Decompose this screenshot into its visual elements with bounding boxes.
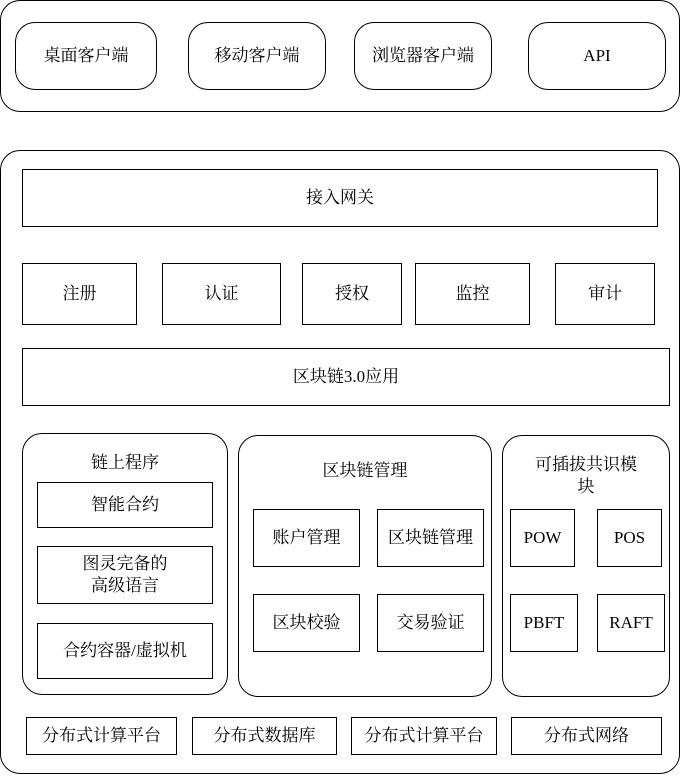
service-audit: 审计 — [555, 263, 655, 325]
distributed-database: 分布式数据库 — [192, 717, 337, 755]
mobile-client: 移动客户端 — [188, 22, 326, 90]
consensus-pow: POW — [510, 509, 575, 567]
turing-complete-language-label: 图灵完备的 高级语言 — [82, 553, 168, 595]
chain-management: 区块链管理 — [377, 509, 484, 567]
api-client: API — [528, 22, 666, 90]
consensus-title: 可插拔共识模 块 — [535, 455, 637, 497]
distributed-computing-platform-1: 分布式计算平台 — [26, 717, 177, 755]
consensus-pos: POS — [597, 509, 662, 567]
blockchain-management-title: 区块链管理 — [322, 461, 408, 480]
service-authorization: 授权 — [302, 263, 402, 325]
contract-container-vm: 合约容器/虚拟机 — [37, 623, 213, 679]
desktop-client: 桌面客户端 — [15, 22, 157, 90]
access-gateway: 接入网关 — [22, 169, 658, 227]
consensus-pbft: PBFT — [510, 594, 578, 652]
distributed-computing-platform-2: 分布式计算平台 — [351, 717, 497, 755]
distributed-network: 分布式网络 — [511, 717, 662, 755]
turing-complete-language — [37, 546, 213, 604]
consensus-raft: RAFT — [597, 594, 665, 652]
smart-contract: 智能合约 — [37, 482, 213, 528]
service-monitoring: 监控 — [415, 263, 530, 325]
browser-client: 浏览器客户端 — [354, 22, 492, 90]
transaction-validation: 交易验证 — [377, 594, 484, 652]
block-validation: 区块校验 — [253, 594, 360, 652]
service-authentication: 认证 — [162, 263, 281, 325]
service-register: 注册 — [22, 263, 137, 325]
account-management: 账户管理 — [253, 509, 360, 567]
onchain-programs-title: 链上程序 — [91, 453, 159, 472]
blockchain-application: 区块链3.0应用 — [22, 348, 670, 406]
